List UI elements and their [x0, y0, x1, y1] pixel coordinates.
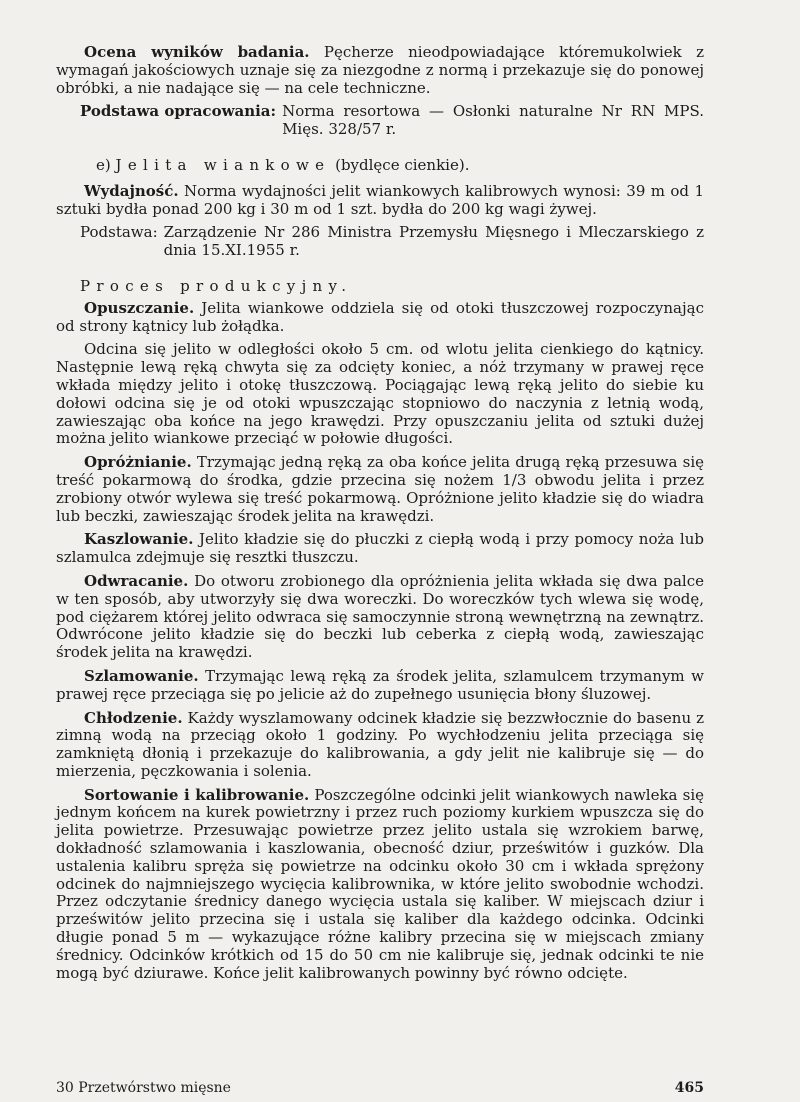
lead-ocena-wynikow: Ocena wyników badania. [84, 43, 310, 61]
lead-odwracanie: Odwracanie. [84, 571, 189, 590]
section-title-proces: Proces produkcyjny. [80, 276, 353, 295]
text-wydajnosc: Norma wydajności jelit wiankowych kalibrowych wynosi: 39 m od 1 sztuki bydła ponad 200 kg i 30 m od 1 szt. bydła do 200 kg wagi żywej. [56, 181, 704, 218]
text-podstawa: Zarządzenie Nr 286 Ministra Przemysłu Mięsnego i Mleczarskiego z dnia 15.XI.1955 r. [163, 223, 704, 260]
paragraph-opuszczanie [56, 300, 704, 336]
lead-opuszczanie: Opuszczanie. [84, 298, 195, 317]
paragraph-podstawa [80, 224, 704, 260]
lead-chlodzenie: Chłodzenie. [84, 708, 183, 727]
text-odwracanie: Do otworu zrobionego dla opróżnienia jelita wkłada się dwa palce w ten sposób, aby utworzyły się dwa woreczki. Do woreczków tych wlewa się wodę, pod ciężarem której jelito odwraca się samoczynnie stroną wewnętrzną na zewnątrz. Odwrócone jelito kładzie się do beczki lub ceberka z ciepłą wodą, zawieszając środek jelita na krawędzi. [56, 571, 704, 662]
text-szlamowanie: Trzymając lewą ręką za środek jelita, szlamulcem trzymanym w prawej ręce przeciąga się po jelicie aż do zupełnego usunięcia błony śluzowej. [56, 666, 704, 703]
section-heading-proces [80, 278, 704, 296]
paragraph-wydajnosc [56, 183, 704, 219]
text-opuszczanie: Jelita wiankowe oddziela się od otoki tłuszczowej rozpoczynając od strony kątnicy lub żołądka. [56, 298, 704, 335]
section-subtitle: (bydlęce cienkie). [330, 155, 470, 174]
page-footer [56, 1080, 704, 1098]
footer-signature: 30 Przetwórstwo mięsne [56, 1080, 231, 1096]
paragraph-szlamowanie [56, 668, 704, 704]
text-podstawa-opracowania: Norma resortowa — Osłonki naturalne Nr RN MPS. Mięs. 328/57 r. [282, 102, 704, 139]
section-letter: e) [96, 155, 111, 174]
lead-kaszlowanie: Kaszlowanie. [84, 530, 194, 549]
lead-sortowanie: Sortowanie i kalibrowanie. [84, 785, 310, 804]
paragraph-sortowanie [56, 787, 704, 983]
label-podstawa: Podstawa: [80, 223, 158, 242]
page-number: 465 [674, 1080, 704, 1096]
text-sortowanie: Poszczególne odcinki jelit wiankowych nawleka się jednym końcem na kurek powietrzny i przez ruch poziomy kurkiem wpuszcza się do jelita powietrze. Przesuwając powietrze przez jelito ustala się wzrokiem barwę, dokładność szlamowania i kaszlowania, obecność dziur, prześwitów i guzków. Dla ustalenia kalibru spręża się powietrze na odcinku około 30 cm i wkłada sprężony odcinek do najmniejszego wycięcia kalibrownika, w które jelito swobodnie wchodzi. Przez odczytanie średnicy danego wycięcia ustala się kaliber. W miejscach dziur i prześwitów jelito przecina się i ustala się kaliber dla każdego odcinka. Odcinki długie ponad 5 m — wykazujące różne kalibry przecina się w miejscach zmiany średnicy. Odcinków krótkich od 15 do 50 cm nie kalibruje się, jednak odcinki te nie mogą być dziurawe. Końce jelit kalibrowanych powinny być równo odcięte. [56, 785, 704, 982]
section-title-jelita-wiankowe: Jelita wiankowe [115, 155, 331, 174]
section-heading-jelita-wiankowe [96, 157, 704, 175]
text-chlodzenie: Każdy wyszlamowany odcinek kładzie się bezzwłocznie do basenu z zimną wodą na przeciąg około 1 godziny. Po wychłodzeniu jelita przeciąga się zamkniętą dłonią i przekazuje do kalibrowania, a gdy jelit nie kalibruje się — do mierzenia, pęczkowania i solenia. [56, 708, 704, 780]
paragraph-ocena-wynikow [56, 44, 704, 97]
text-ocena-wynikow: Pęcherze nieodpowiadające któremukolwiek z wymagań jakościowych uznaje się za niezgodne z normą i przekazuje się do ponowej obróbki, a nie nadające się — na cele techniczne. [56, 43, 704, 97]
paragraph-kaszlowanie [56, 531, 704, 567]
paragraph-odcina [56, 341, 704, 448]
text-kaszlowanie: Jelito kładzie się do płuczki z ciepłą wodą i przy pomocy noża lub szlamulca zdejmuje się resztki tłuszczu. [56, 530, 704, 567]
paragraph-podstawa-opracowania [80, 103, 704, 139]
label-podstawa-opracowania: Podstawa opracowania: [80, 102, 277, 121]
paragraph-odwracanie [56, 573, 704, 662]
lead-oproznianie: Opróżnianie. [84, 453, 192, 472]
text-odcina: Odcina się jelito w odległości około 5 cm. od wlotu jelita cienkiego do kątnicy. Następnie lewą ręką chwyta się za odcięty koniec, a nóż trzymany w prawej ręce wkłada między jelito i otokę tłuszczową. Pociągając lewą ręką jelito do siebie ku dołowi odcina się je od otoki wpuszczając stopniowo do naczynia z letnią wodą, zawieszając oba końce na jego krawędzi. Przy opuszczaniu jelita od sztuki dużej można jelito wiankowe przeciąć w połowie długości. [56, 340, 704, 448]
lead-wydajnosc: Wydajność. [84, 181, 179, 200]
paragraph-chlodzenie [56, 710, 704, 781]
text-oproznianie: Trzymając jedną ręką za oba końce jelita drugą ręką przesuwa się treść pokarmową do środka, gdzie przecina się nożem 1/3 obwodu jelita i przez zrobiony otwór wylewa się treść pokarmową. Opróżnione jelito kładzie się do wiadra lub beczki, zawieszając środek jelita na krawędzi. [56, 453, 704, 525]
paragraph-oproznianie [56, 454, 704, 525]
lead-szlamowanie: Szlamowanie. [84, 666, 199, 685]
